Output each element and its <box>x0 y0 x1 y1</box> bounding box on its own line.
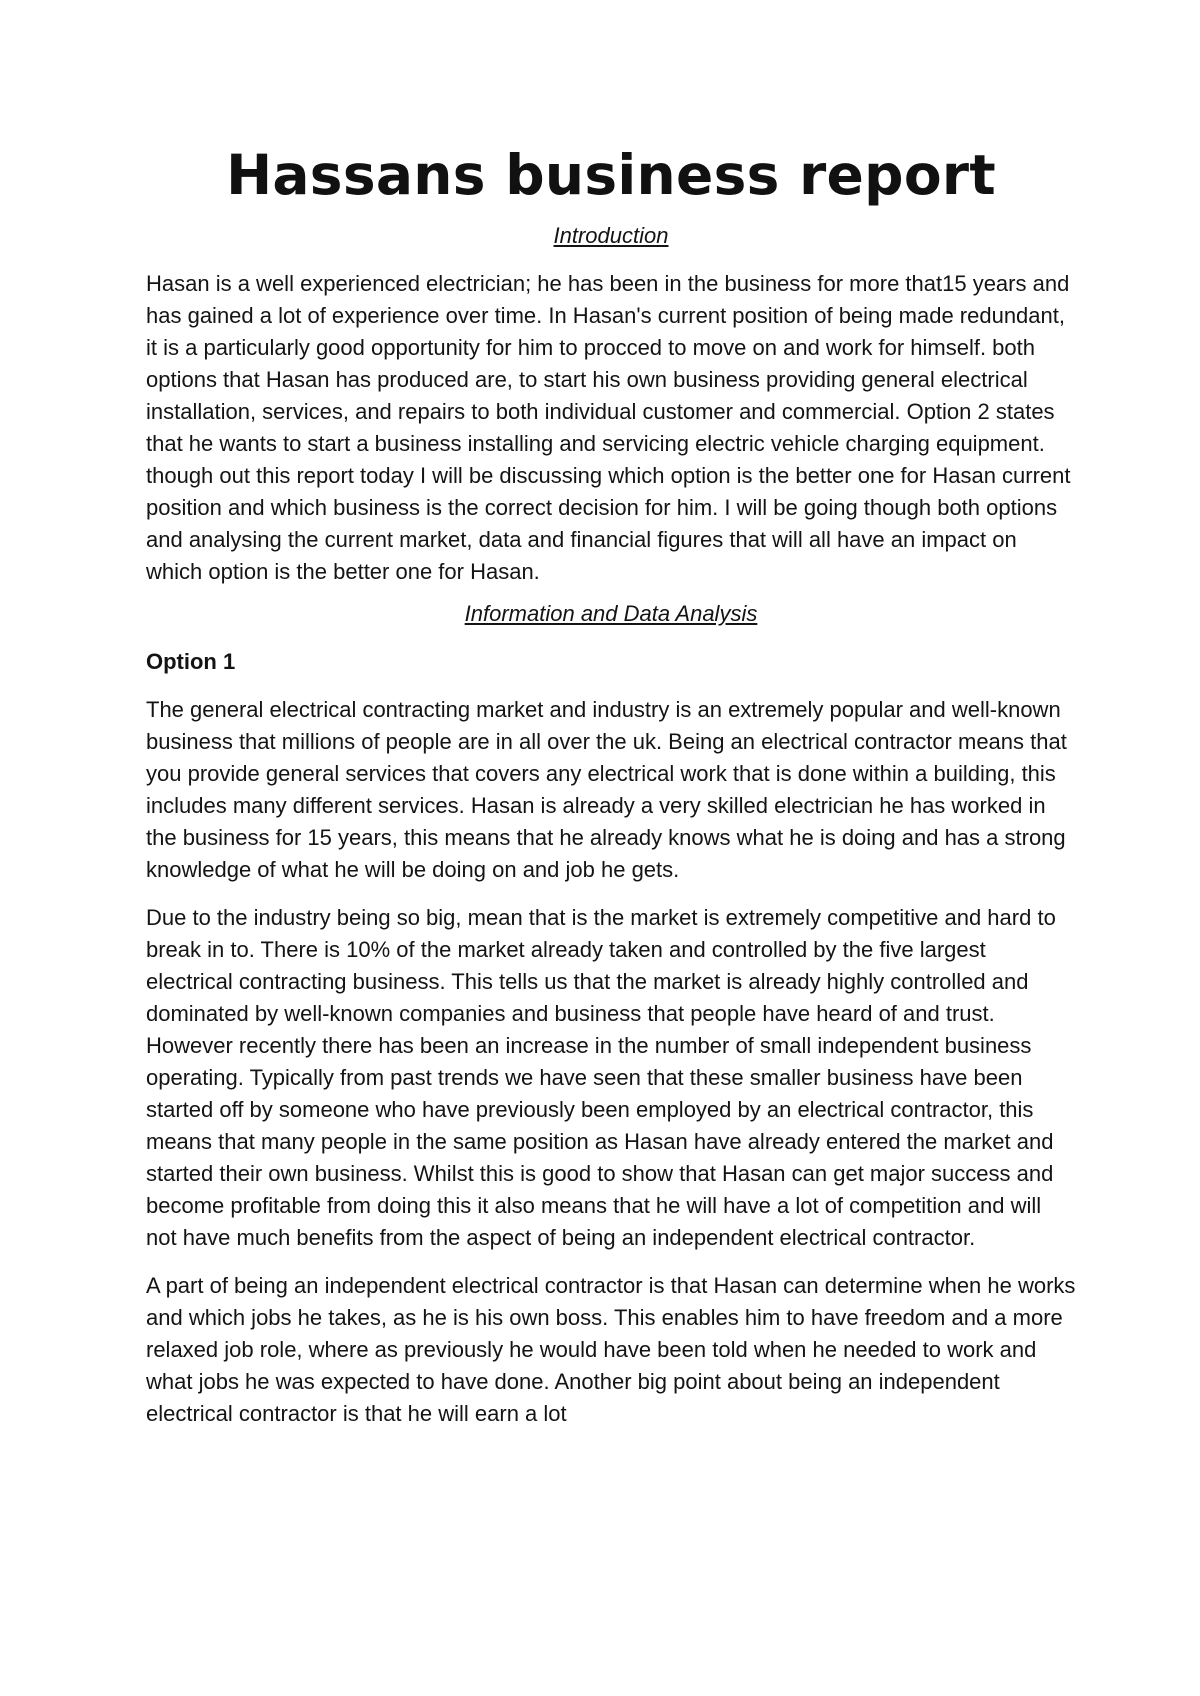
option-1-paragraph-2: Due to the industry being so big, mean that is the market is extremely competitive and hard to break in to. There is 10% of the market already taken and controlled by the five largest electrical contracting business. This tells us that the market is already highly controlled and dominated by well-known companies and business that people have heard of and trust. However recently there has been an increase in the number of small independent business operating. Typically from past trends we have seen that these smaller business have been started off by someone who have previously been employed by an electrical contractor, this means that many people in the same position as Hasan have already entered the market and started their own business. Whilst this is good to show that Hasan can get major success and become profitable from doing this it also means that he will have a lot of competition and will not have much benefits from the aspect of being an independent electrical contractor. <box>146 905 1056 1250</box>
section-heading-introduction: Introduction <box>553 223 669 248</box>
option-1-paragraph-3: A part of being an independent electrical contractor is that Hasan can determine when he works and which jobs he takes, as he is his own boss. This enables him to have freedom and a more relaxed job role, where as previously he would have been told when he needed to work and what jobs he was expected to have done. Another big point about being an independent electrical contractor is that he will earn a lot <box>146 1273 1076 1426</box>
section-heading-information-and-data-analysis: Information and Data Analysis <box>464 601 758 626</box>
subheading-option-1: Option 1 <box>146 649 236 674</box>
document-title: Hassans business report <box>226 143 996 207</box>
document-page <box>146 140 1076 1430</box>
option-1-paragraph-1: The general electrical contracting market and industry is an extremely popular and well-known business that millions of people are in all over the uk. Being an electrical contractor means that you provide general services that covers any electrical work that is done within a building, this includes many different services. Hasan is already a very skilled electrician he has worked in the business for 15 years, this means that he already knows what he is doing and has a strong knowledge of what he will be doing on and job he gets. <box>146 697 1067 882</box>
introduction-paragraph: Hasan is a well experienced electrician; he has been in the business for more that15 years and has gained a lot of experience over time. In Hasan's current position of being made redundant, it is a particularly good opportunity for him to procced to move on and work for himself. both options that Hasan has produced are, to start his own business providing general electrical installation, services, and repairs to both individual customer and commercial. Option 2 states that he wants to start a business installing and servicing electric vehicle charging equipment. though out this report today I will be discussing which option is the better one for Hasan current position and which business is the correct decision for him. I will be going though both options and analysing the current market, data and financial figures that will all have an impact on which option is the better one for Hasan. <box>146 271 1071 584</box>
